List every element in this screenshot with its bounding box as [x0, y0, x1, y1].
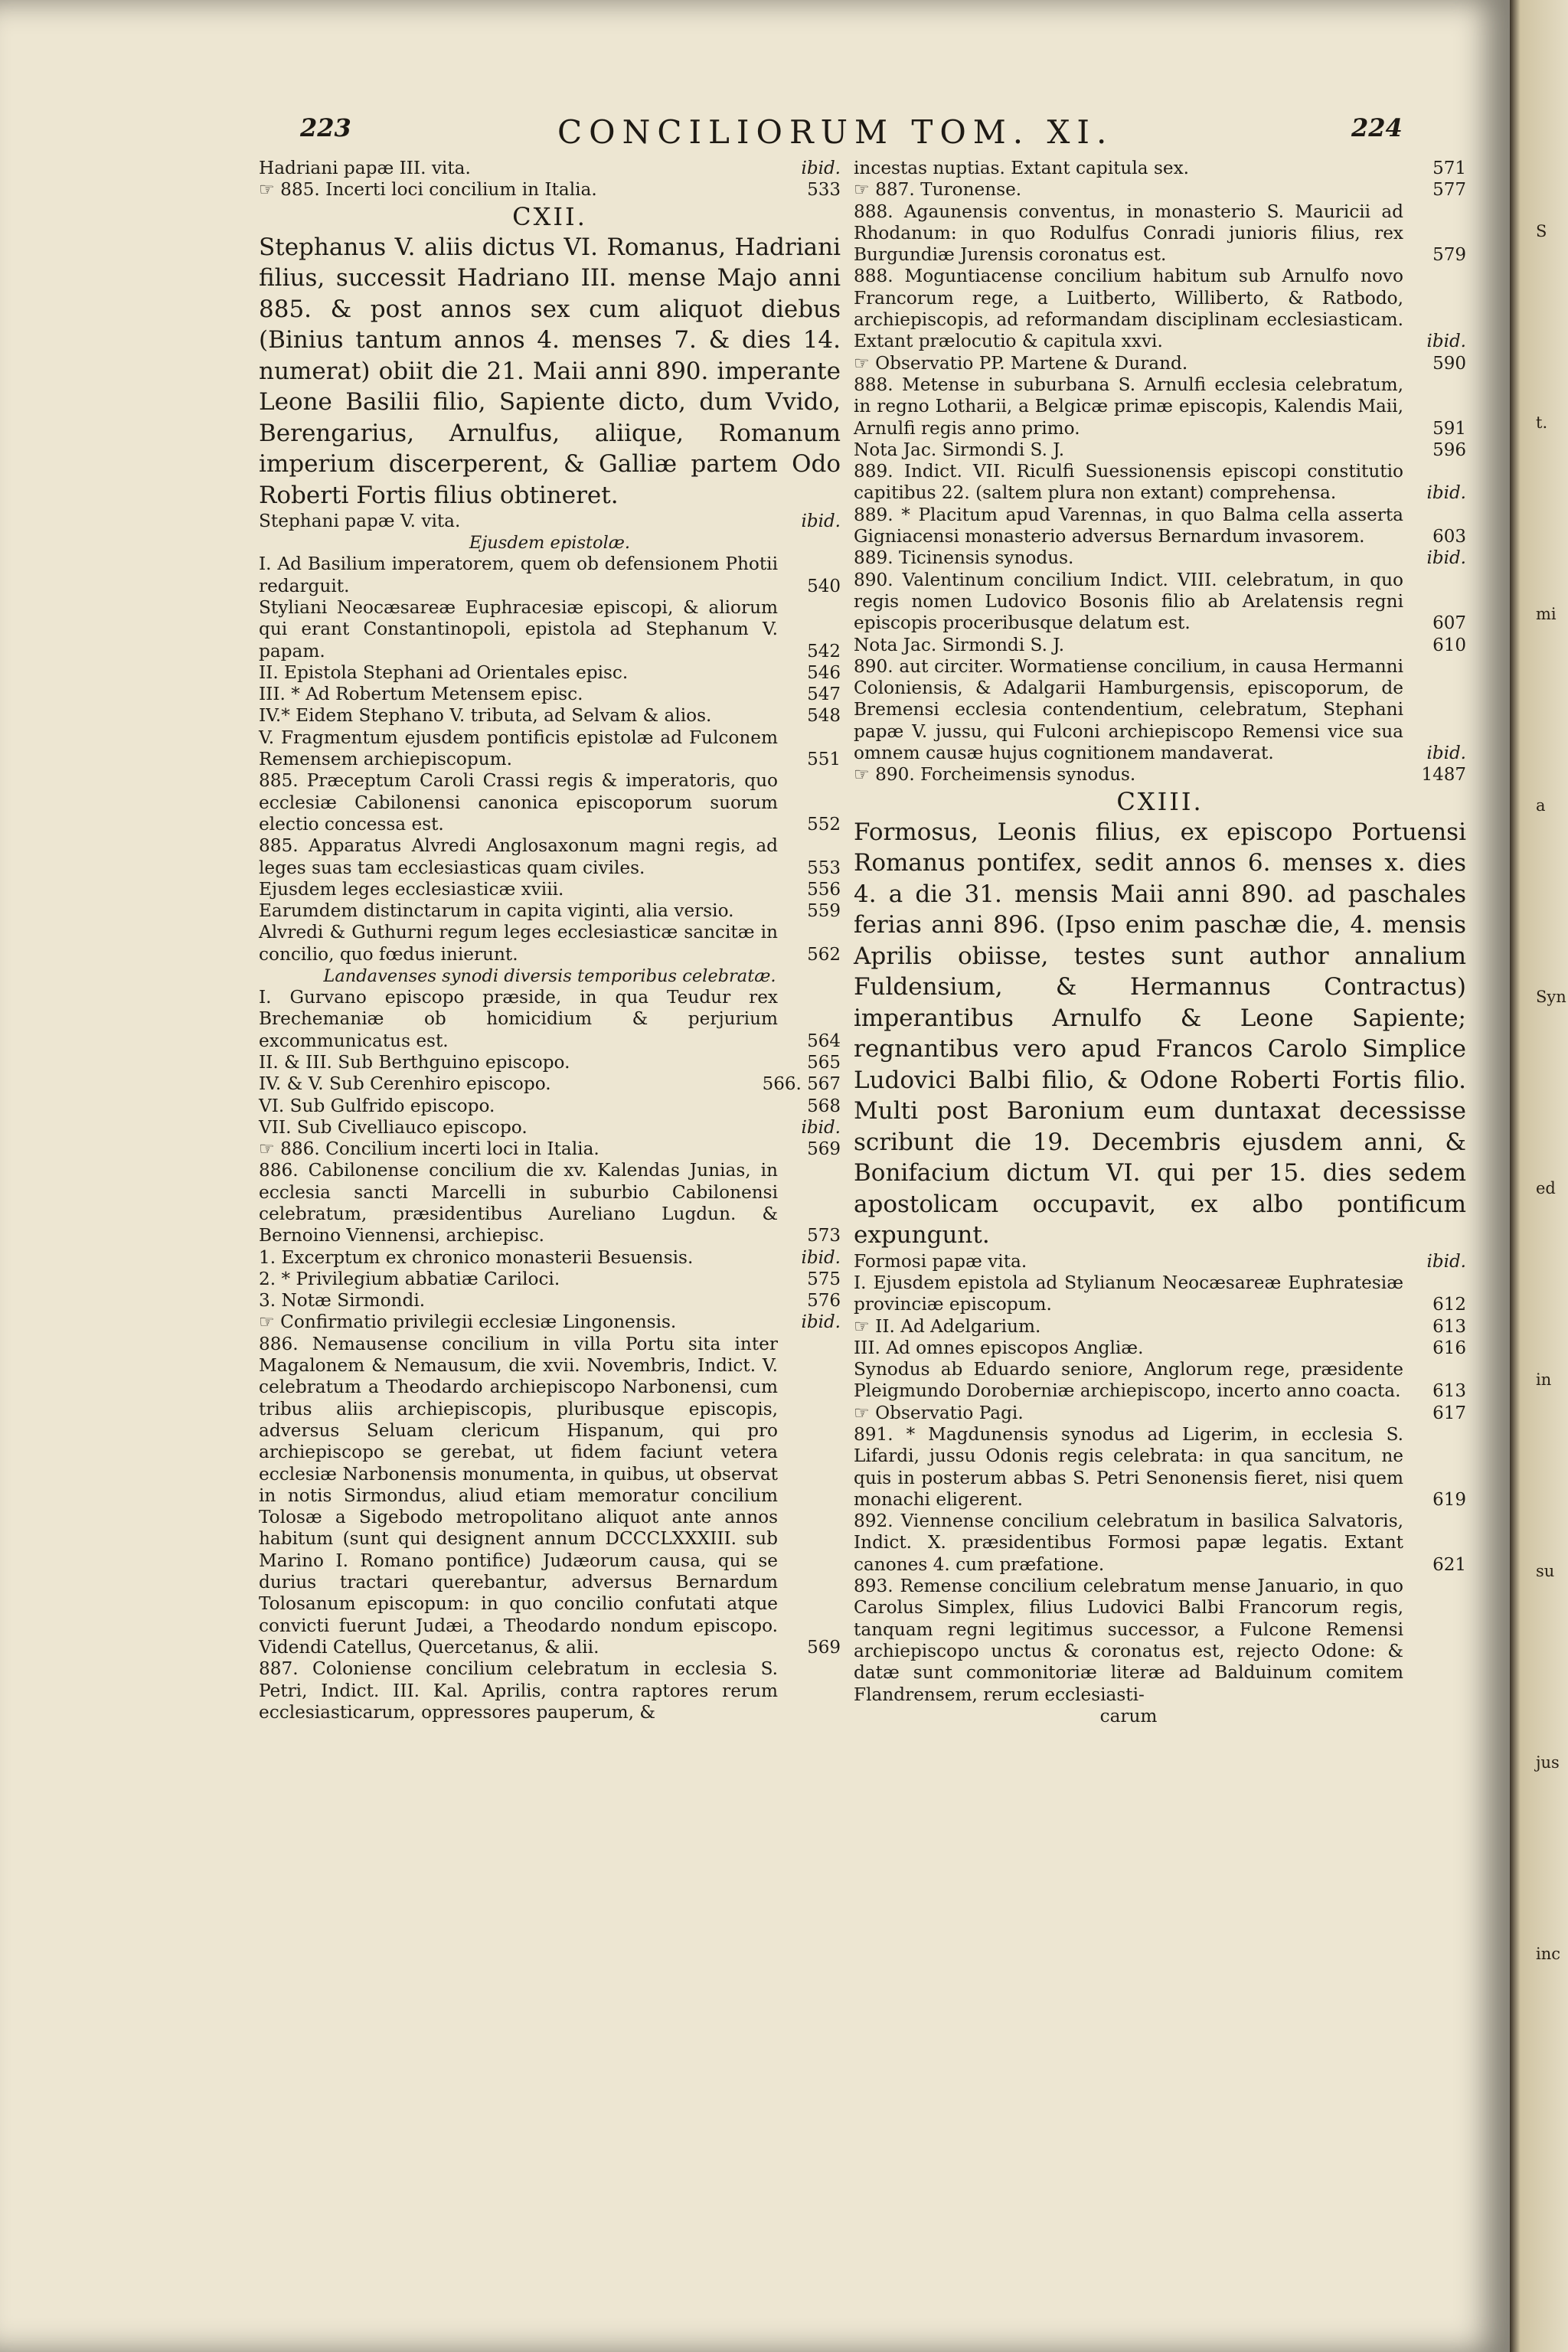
page-reference: 553 — [807, 858, 841, 878]
index-entry — [854, 764, 1466, 786]
index-entry — [259, 900, 841, 922]
edge-text-fragment: inc — [1536, 1945, 1561, 1963]
index-entry — [854, 201, 1466, 266]
entry-text: 889. Ticinensis synodus. — [854, 547, 1074, 569]
index-entry — [259, 1334, 841, 1658]
index-entry — [854, 461, 1466, 505]
page-reference: 564 — [807, 1031, 841, 1051]
page-reference: 573 — [807, 1226, 841, 1246]
page-reference: 607 — [1432, 613, 1466, 634]
entry-text: I. Ad Basilium imperatorem, quem ob defensionem Photii redarguit. — [259, 554, 778, 596]
page-reference: 613 — [1432, 1381, 1466, 1402]
page-number-left: 223 — [300, 113, 351, 142]
entry-text: II. Epistola Stephani ad Orientales episc. — [259, 662, 629, 683]
entry-text: III. * Ad Robertum Metensem episc. — [259, 684, 583, 705]
entry-text: Nota Jac. Sirmondi S. J. — [854, 439, 1065, 460]
index-entry — [854, 1251, 1466, 1272]
edge-text-fragment: Syn — [1536, 988, 1566, 1006]
entry-text: Nota Jac. Sirmondi S. J. — [854, 634, 1065, 655]
index-entry — [259, 1096, 841, 1117]
entry-text: ☞ II. Ad Adelgarium. — [854, 1315, 1041, 1337]
page-reference: 576 — [807, 1291, 841, 1312]
page-reference: 603 — [1432, 527, 1466, 547]
edge-text-fragment: a — [1536, 796, 1546, 815]
index-entry — [259, 684, 841, 705]
page-reference: 559 — [807, 901, 841, 922]
page-reference: 613 — [1432, 1316, 1466, 1337]
entry-text: ☞ 885. Incerti loci concilium in Italia. — [259, 179, 597, 201]
page-reference: 556 — [807, 879, 841, 900]
page-reference: ibid. — [801, 511, 841, 532]
entry-text: 886. Nemausense concilium in villa Portu sita inter Magalonem & Nemausum, die xvii. Novembris, Indict. V. celebratum a Theodardo archiepiscopo Narbonensi, cum tribus aliis archiepiscopis, pluribusque episcopis, adversus Seluam clericum Hispanum, qui pro archiepiscopo se gerebat, ut fidem faciunt vetera ecclesiæ Narbonensis monumenta, in quibus, ut observat in notis Sirmondus, aliud etiam memoratur concilium Tolosæ a Sigebodo metropolitano aliquot ante annos habitum (sunt qui designent annum DCCCLXXXIII. sub Marino I. Romano pontifice) Judæorum causa, qui se durius tractari querebantur, adversus Bernardum Tolosanum episcopum: in quo concilio confutati atque convicti fuerunt Judæi, a Theodardo nondum episcopo. Videndi Catellus, Quercetanus, & alii. — [259, 1333, 778, 1658]
index-entry — [854, 547, 1466, 569]
page-reference: 547 — [807, 684, 841, 705]
page-reference: 610 — [1432, 635, 1466, 655]
index-entry — [259, 1138, 841, 1160]
entry-text: 889. * Placitum apud Varennas, in quo Balma cella asserta Gigniacensi monasterio adversus Bernardum invasorem. — [854, 504, 1403, 547]
entry-text: II. & III. Sub Berthguino episcopo. — [259, 1051, 570, 1073]
entry-text: 890. Valentinum concilium Indict. VIII. celebratum, in quo regis nomen Ludovico Bosonis filio ab Arelatensis regni episcopis proceribusque delatum est. — [854, 569, 1403, 634]
entry-text: IV.* Eidem Stephano V. tributa, ad Selvam & alios. — [259, 705, 712, 727]
entry-text: 2. * Privilegium abbatiæ Cariloci. — [259, 1268, 560, 1289]
index-entry — [854, 1338, 1466, 1359]
entry-text: Styliani Neocæsareæ Euphracesiæ episcopi, & aliorum qui erant Constantinopoli, epistola ad Stephanum V. papam. — [259, 596, 778, 662]
index-entry — [259, 158, 841, 179]
index-entry — [259, 1312, 841, 1333]
edge-text-fragment: su — [1536, 1562, 1555, 1580]
index-entry — [854, 158, 1466, 179]
entry-text: 888. Agaunensis conventus, in monasterio S. Mauricii ad Rhodanum: in quo Rodulfus Conradi junioris filius, rex Burgundiæ Jurensis coronatus est. — [854, 201, 1403, 266]
entry-text: 888. Moguntiacense concilium habitum sub Arnulfo novo Francorum rege, a Luitberto, Williberto, & Ratbodo, archiepiscopis, ad reformandam disciplinam ecclesiasticam. Extant prælocutio & capitula xxvi. — [854, 266, 1403, 352]
right-column — [854, 158, 1466, 1727]
page-reference: ibid. — [1426, 743, 1466, 764]
index-entry — [259, 511, 841, 532]
subheading: Ejusdem epistolæ. — [469, 533, 631, 554]
index-entry — [854, 1403, 1466, 1424]
page-reference: 540 — [807, 576, 841, 596]
index-entry — [259, 727, 841, 771]
page-reference: 591 — [1432, 418, 1466, 439]
entry-text: 1. Excerptum ex chronico monasterii Besuensis. — [259, 1246, 694, 1268]
page-reference: ibid. — [801, 158, 841, 178]
entry-text: 3. Notæ Sirmondi. — [259, 1290, 426, 1312]
entry-text: 885. Præceptum Caroli Crassi regis & imperatoris, quo ecclesiæ Cabilonensi canonica episcoporum suorum electio concessa est. — [259, 770, 778, 835]
page-reference: ibid. — [801, 1247, 841, 1268]
section-number: CXII. — [512, 201, 587, 231]
index-entry — [854, 570, 1466, 635]
page-reference: 617 — [1432, 1403, 1466, 1423]
index-entry — [259, 554, 841, 597]
pope-biography: Formosus, Leonis filius, ex episcopo Portuensi Romanus pontifex, sedit annos 6. menses x. dies 4. a die 31. mensis Maii anni 890. ad paschales ferias anni 896. (Ipso enim paschæ die, 4. mensis Aprilis obiisse, testes sunt author annalium Fuldensium, & Hermannus Contractus) imperantibus Arnulfo & Leone Sapiente; regnantibus vero apud Francos Carolo Simplice Ludovici Balbi filio, & Odone Roberti Fortis filio. Multi post Baronium eum duntaxat decessisse scribunt die 19. Decembris ejusdem anni, & Bonifacium dictum VI. qui per 15. dies sedem apostolicam occupavit, ex albo pontificum expungunt. — [854, 818, 1466, 1250]
pope-biography: Stephanus V. aliis dictus VI. Romanus, Hadriani filius, successit Hadriano III. mense Majo anni 885. & post annos sex cum aliquot diebus (Binius tantum annos 4. menses 7. & dies 14. numerat) obiit die 21. Maii anni 890. imperante Leone Basilii filio, Sapiente dicto, dum Vvido, Berengarius, Arnulfus, aliique, Romanum imperium discerperent, & Galliæ partem Odo Roberti Fortis filius obtineret. — [259, 233, 841, 509]
index-entry — [854, 1511, 1466, 1576]
index-entry — [259, 770, 841, 835]
page-reference: 1487 — [1421, 765, 1466, 786]
index-entry — [259, 1073, 841, 1095]
entry-text: I. Gurvano episcopo præside, in qua Teudur rex Brechemaniæ ob homicidium & perjurium excommunicatus est. — [259, 987, 778, 1051]
index-entry — [854, 1359, 1466, 1403]
page-reference: 546 — [807, 662, 841, 683]
edge-text-fragment: ed — [1536, 1179, 1556, 1197]
page-reference: ibid. — [1426, 548, 1466, 569]
index-entry — [854, 1576, 1466, 1706]
page-reference: 612 — [1432, 1295, 1466, 1315]
entry-text: III. Ad omnes episcopos Angliæ. — [854, 1337, 1144, 1358]
entry-text: Ejusdem leges ecclesiasticæ xviii. — [259, 878, 564, 900]
page-reference: 565 — [807, 1052, 841, 1073]
page-reference: ibid. — [1426, 332, 1466, 352]
index-entry — [259, 879, 841, 900]
page-reference: 533 — [807, 180, 841, 201]
page-reference: ibid. — [1426, 483, 1466, 504]
index-entry — [259, 1658, 841, 1723]
entry-text: Hadriani papæ III. vita. — [259, 158, 471, 178]
entry-text: VI. Sub Gulfrido episcopo. — [259, 1095, 495, 1116]
page-number-right: 224 — [1351, 113, 1403, 142]
index-entry — [854, 635, 1466, 656]
page-reference: 575 — [807, 1269, 841, 1289]
entry-text: 892. Viennense concilium celebratum in basilica Salvatoris, Indict. X. præsidentibus Formosi papæ legatis. Extant canones 4. cum præfatione. — [854, 1511, 1403, 1575]
page-reference: 590 — [1432, 353, 1466, 374]
edge-text-fragment: jus — [1536, 1753, 1560, 1772]
left-column — [259, 158, 841, 1723]
page-reference: 616 — [1432, 1338, 1466, 1358]
entry-text: 885. Apparatus Alvredi Anglosaxonum magni regis, ad leges suas tam ecclesiasticas quam civiles. — [259, 835, 778, 878]
index-entry — [259, 1052, 841, 1073]
page-reference: 566. 567 — [762, 1074, 841, 1095]
index-entry — [259, 1269, 841, 1290]
page-reference: 569 — [807, 1139, 841, 1160]
edge-text-fragment: t. — [1536, 413, 1548, 432]
entry-text: ☞ Observatio PP. Martene & Durand. — [854, 352, 1188, 374]
page-reference: 619 — [1432, 1489, 1466, 1510]
adjacent-page-edge — [1510, 0, 1568, 2352]
entry-text: ☞ 886. Concilium incerti loci in Italia. — [259, 1138, 599, 1160]
page-reference: 571 — [1432, 158, 1466, 178]
entry-text: Synodus ab Eduardo seniore, Anglorum rege, præsidente Pleigmundo Doroberniæ archiepiscopo, incerto anno coacta. — [854, 1359, 1403, 1402]
page-reference: ibid. — [801, 1312, 841, 1333]
page-reference: 596 — [1432, 439, 1466, 460]
edge-text-fragment: mi — [1536, 605, 1557, 623]
index-entry — [854, 353, 1466, 374]
entry-text: VII. Sub Civelliauco episcopo. — [259, 1116, 528, 1138]
index-entry — [259, 1117, 841, 1138]
page-reference: 552 — [807, 814, 841, 835]
entry-text: 893. Remense concilium celebratum mense Januario, in quo Carolus Simplex, filius Ludovici Balbi Francorum regis, tanquam regni legitimus successor, a Fulcone Remensi archiepiscopo unctus & coronatus est, rejecto Odone: & datæ sunt commonitoriæ literæ ad Balduinum comitem Flandrensem, rerum ecclesiasti- — [854, 1576, 1403, 1705]
entry-text: 890. aut circiter. Wormatiense concilium, in causa Hermanni Coloniensis, & Adalgarii Hamburgensis, episcoporum, de Bremensi ecclesia contendentium, celebratum, Stephani papæ V. jussu, qui Fulconi archiepiscopo Remensi vice sua omnem causæ hujus cognitionem mandaverat. — [854, 655, 1403, 764]
page-reference: 568 — [807, 1096, 841, 1116]
index-entry — [259, 922, 841, 965]
index-entry — [854, 505, 1466, 548]
index-entry — [259, 662, 841, 684]
index-entry — [854, 374, 1466, 439]
index-entry — [854, 1424, 1466, 1511]
subheading: Landavenses synodi diversis temporibus celebratæ. — [323, 966, 776, 987]
index-entry — [854, 266, 1466, 352]
page-reference: 542 — [807, 641, 841, 662]
entry-text: 887. Coloniense concilium celebratum in ecclesia S. Petri, Indict. III. Kal. Aprilis, contra raptores rerum ecclesiasticarum, oppressores pauperum, & — [259, 1658, 778, 1723]
index-entry — [259, 1247, 841, 1269]
index-entry — [854, 656, 1466, 764]
index-entry — [259, 597, 841, 662]
page-reference: 569 — [807, 1637, 841, 1658]
entry-text: 888. Metense in suburbana S. Arnulfi ecclesia celebratum, in regno Lotharii, a Belgicæ primæ episcopis, Kalendis Maii, Arnulfi regis anno primo. — [854, 374, 1403, 439]
entry-text: 886. Cabilonense concilium die xv. Kalendas Junias, in ecclesia sancti Marcelli in suburbio Cabilonensi celebratum, præsidentibus Aureliano Lugdun. & Bernoino Viennensi, archiepisc. — [259, 1160, 778, 1246]
page-reference: ibid. — [1426, 1251, 1466, 1272]
entry-text: Stephani papæ V. vita. — [259, 511, 461, 532]
index-entry — [854, 179, 1466, 201]
index-entry — [854, 1272, 1466, 1316]
index-entry — [259, 1160, 841, 1246]
index-entry — [259, 1290, 841, 1312]
entry-text: 889. Indict. VII. Riculfi Suessionensis episcopi constitutio capitibus 22. (saltem plura non extant) comprehensa. — [854, 461, 1403, 504]
page-reference: 621 — [1432, 1554, 1466, 1575]
index-entry — [259, 179, 841, 201]
index-entry — [259, 987, 841, 1052]
index-entry — [259, 705, 841, 727]
page-reference: 579 — [1432, 245, 1466, 266]
page-reference: ibid. — [801, 1117, 841, 1138]
page-reference: 577 — [1432, 180, 1466, 201]
section-number: CXIII. — [1116, 786, 1204, 816]
entry-text: I. Ejusdem epistola ad Stylianum Neocæsareæ Euphratesiæ provinciæ episcopum. — [854, 1272, 1403, 1315]
page-reference: 551 — [807, 750, 841, 770]
index-entry — [854, 1316, 1466, 1338]
running-title: CONCILIORUM TOM. XI. — [557, 113, 1114, 151]
edge-text-fragment: in — [1536, 1370, 1552, 1389]
entry-text: Alvredi & Guthurni regum leges ecclesiasticæ sancitæ in concilio, quo fœdus inierunt. — [259, 922, 778, 965]
index-entry — [854, 439, 1466, 461]
entry-text: V. Fragmentum ejusdem pontificis epistolæ ad Fulconem Remensem archiepiscopum. — [259, 727, 778, 770]
entry-text: ☞ 887. Turonense. — [854, 179, 1022, 201]
index-entry — [259, 835, 841, 879]
entry-text: Formosi papæ vita. — [854, 1250, 1027, 1272]
page-reference: 562 — [807, 944, 841, 965]
entry-text: 891. * Magdunensis synodus ad Ligerim, in ecclesia S. Lifardi, jussu Odonis regis celebrata: in qua sancitum, ne quis in posterum abbas S. Petri Senonensis fieret, nisi quem monachi eligerent. — [854, 1423, 1403, 1510]
entry-text: ☞ 890. Forcheimensis synodus. — [854, 764, 1136, 786]
edge-text-fragment: S — [1536, 222, 1547, 240]
entry-text: Earumdem distinctarum in capita viginti, alia versio. — [259, 900, 734, 922]
entry-text: ☞ Confirmatio privilegii ecclesiæ Lingonensis. — [259, 1312, 677, 1333]
entry-text: incestas nuptias. Extant capitula sex. — [854, 158, 1190, 178]
index-entry — [854, 1706, 1466, 1727]
page-reference: 548 — [807, 706, 841, 727]
entry-text: carum — [1099, 1705, 1158, 1726]
entry-text: IV. & V. Sub Cerenhiro episcopo. — [259, 1073, 551, 1095]
entry-text: ☞ Observatio Pagi. — [854, 1402, 1024, 1423]
